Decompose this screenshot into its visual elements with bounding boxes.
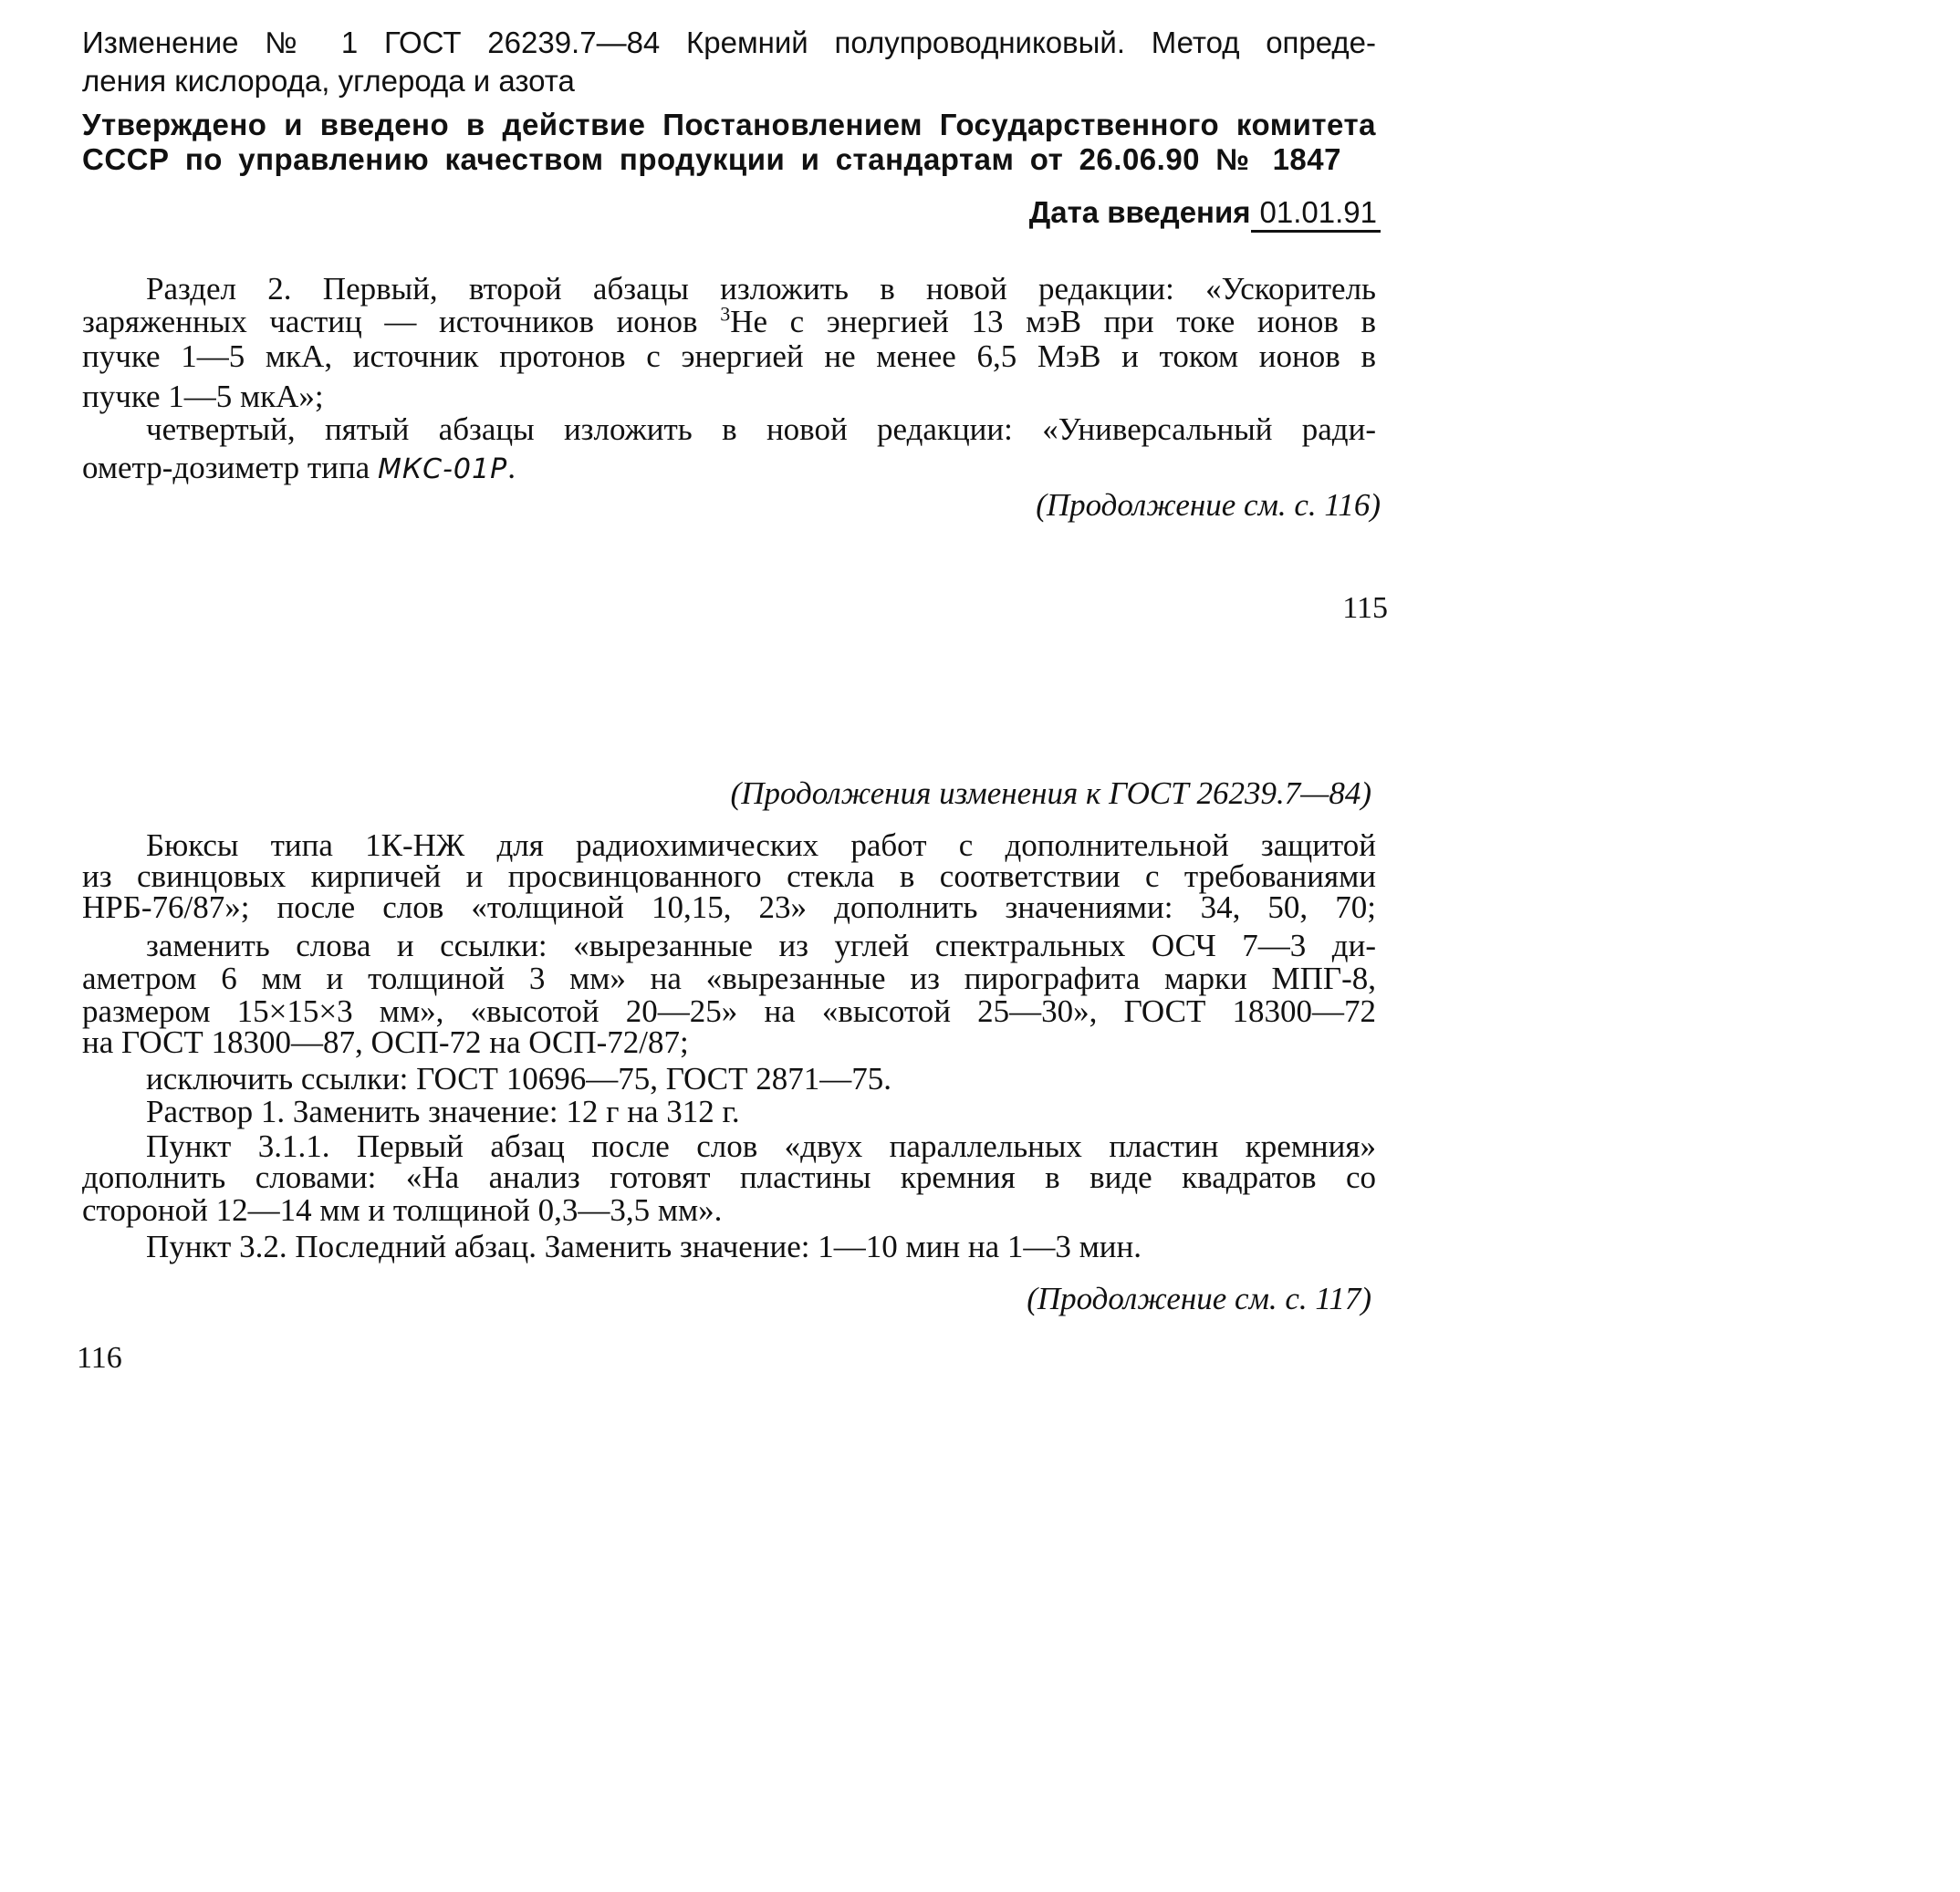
page-115 (0, 0, 1424, 648)
p2-line-5: аметром 6 мм и толщиной 3 мм» на «вырезанные из пирографита марки МПГ-8, (82, 961, 1376, 996)
body-p1-line-4: пучке 1—5 мкА»; (82, 379, 324, 414)
effective-date (1029, 195, 1381, 233)
p2-line-6: размером 15×15×3 мм», «высотой 20—25» на «высотой 25—30», ГОСТ 18300—72 (82, 993, 1376, 1029)
body-p2-line-2 (82, 451, 516, 487)
p2-line-8: исключить ссылки: ГОСТ 10696—75, ГОСТ 2871—75. (146, 1061, 891, 1097)
p2-line-12: стороной 12—14 мм и толщиной 0,3—3,5 мм». (82, 1192, 723, 1228)
page-number-116: 116 (77, 1341, 122, 1375)
header-title-line-1: Изменение № 1 ГОСТ 26239.7—84 Кремний полупроводниковый. Метод опреде- (82, 26, 1376, 59)
continuation-note-117: (Продолжение см. с. 117) (1027, 1281, 1371, 1316)
body-p1-line-1: Раздел 2. Первый, второй абзацы изложить в новой редакции: «Ускоритель (146, 271, 1376, 307)
page-116 (0, 748, 1424, 1387)
handwritten-device-type: МКС-01Р (377, 453, 508, 485)
running-header: (Продолжения изменения к ГОСТ 26239.7—84) (730, 775, 1371, 811)
p2-line-11: дополнить словами: «На анализ готовят пластины кремния в виде квадратов со (82, 1159, 1376, 1195)
body-p1-line-2 (82, 302, 1376, 339)
effective-date-label: Дата введения (1028, 195, 1251, 229)
p2-line-9: Раствор 1. Заменить значение: 12 г на 312 г. (146, 1094, 740, 1129)
approval-line-1: Утверждено и введено в действие Постановлением Государственного комитета (82, 108, 1376, 141)
body-p1-line-3: пучке 1—5 мкА, источник протонов с энергией не менее 6,5 МэВ и током ионов в (82, 338, 1376, 374)
continuation-note-116: (Продолжение см. с. 116) (1036, 487, 1381, 523)
approval-line-2: СССР по управлению качеством продукции и стандартам от 26.06.90 № 1847 (82, 142, 1341, 176)
header-title-line-2: ления кислорода, углерода и азота (82, 64, 575, 98)
p2-line-4: заменить слова и ссылки: «вырезанные из углей спектральных ОСЧ 7—3 ди- (146, 928, 1376, 963)
body-p1-line-2-pre: заряженных частиц — источников ионов (82, 304, 721, 339)
p2-line-1: Бюксы типа 1К-НЖ для радиохимических работ с дополнительной защитой (146, 827, 1376, 863)
p2-line-2: из свинцовых кирпичей и просвинцованного стекла в соответствии с требованиями (82, 858, 1376, 894)
body-p2-line-2-post: . (507, 450, 516, 485)
body-p1-line-2-post: Не с энергией 13 мэВ при токе ионов в (730, 304, 1376, 339)
p2-line-3: НРБ-76/87»; после слов «толщиной 10,15, 23» дополнить значениями: 34, 50, 70; (82, 889, 1376, 925)
p2-line-10: Пункт 3.1.1. Первый абзац после слов «двух параллельных пластин кремния» (146, 1128, 1376, 1164)
isotope-superscript: 3 (720, 302, 731, 326)
page-number-115: 115 (1342, 591, 1388, 625)
effective-date-value: 01.01.91 (1251, 195, 1381, 233)
body-p2-line-1: четвертый, пятый абзацы изложить в новой редакции: «Универсальный ради- (146, 411, 1376, 447)
p2-line-13: Пункт 3.2. Последний абзац. Заменить значение: 1—10 мин на 1—3 мин. (146, 1229, 1142, 1264)
p2-line-7: на ГОСТ 18300—87, ОСП-72 на ОСП-72/87; (82, 1024, 689, 1060)
body-p2-line-2-pre: ометр-дозиметр типа (82, 450, 378, 485)
